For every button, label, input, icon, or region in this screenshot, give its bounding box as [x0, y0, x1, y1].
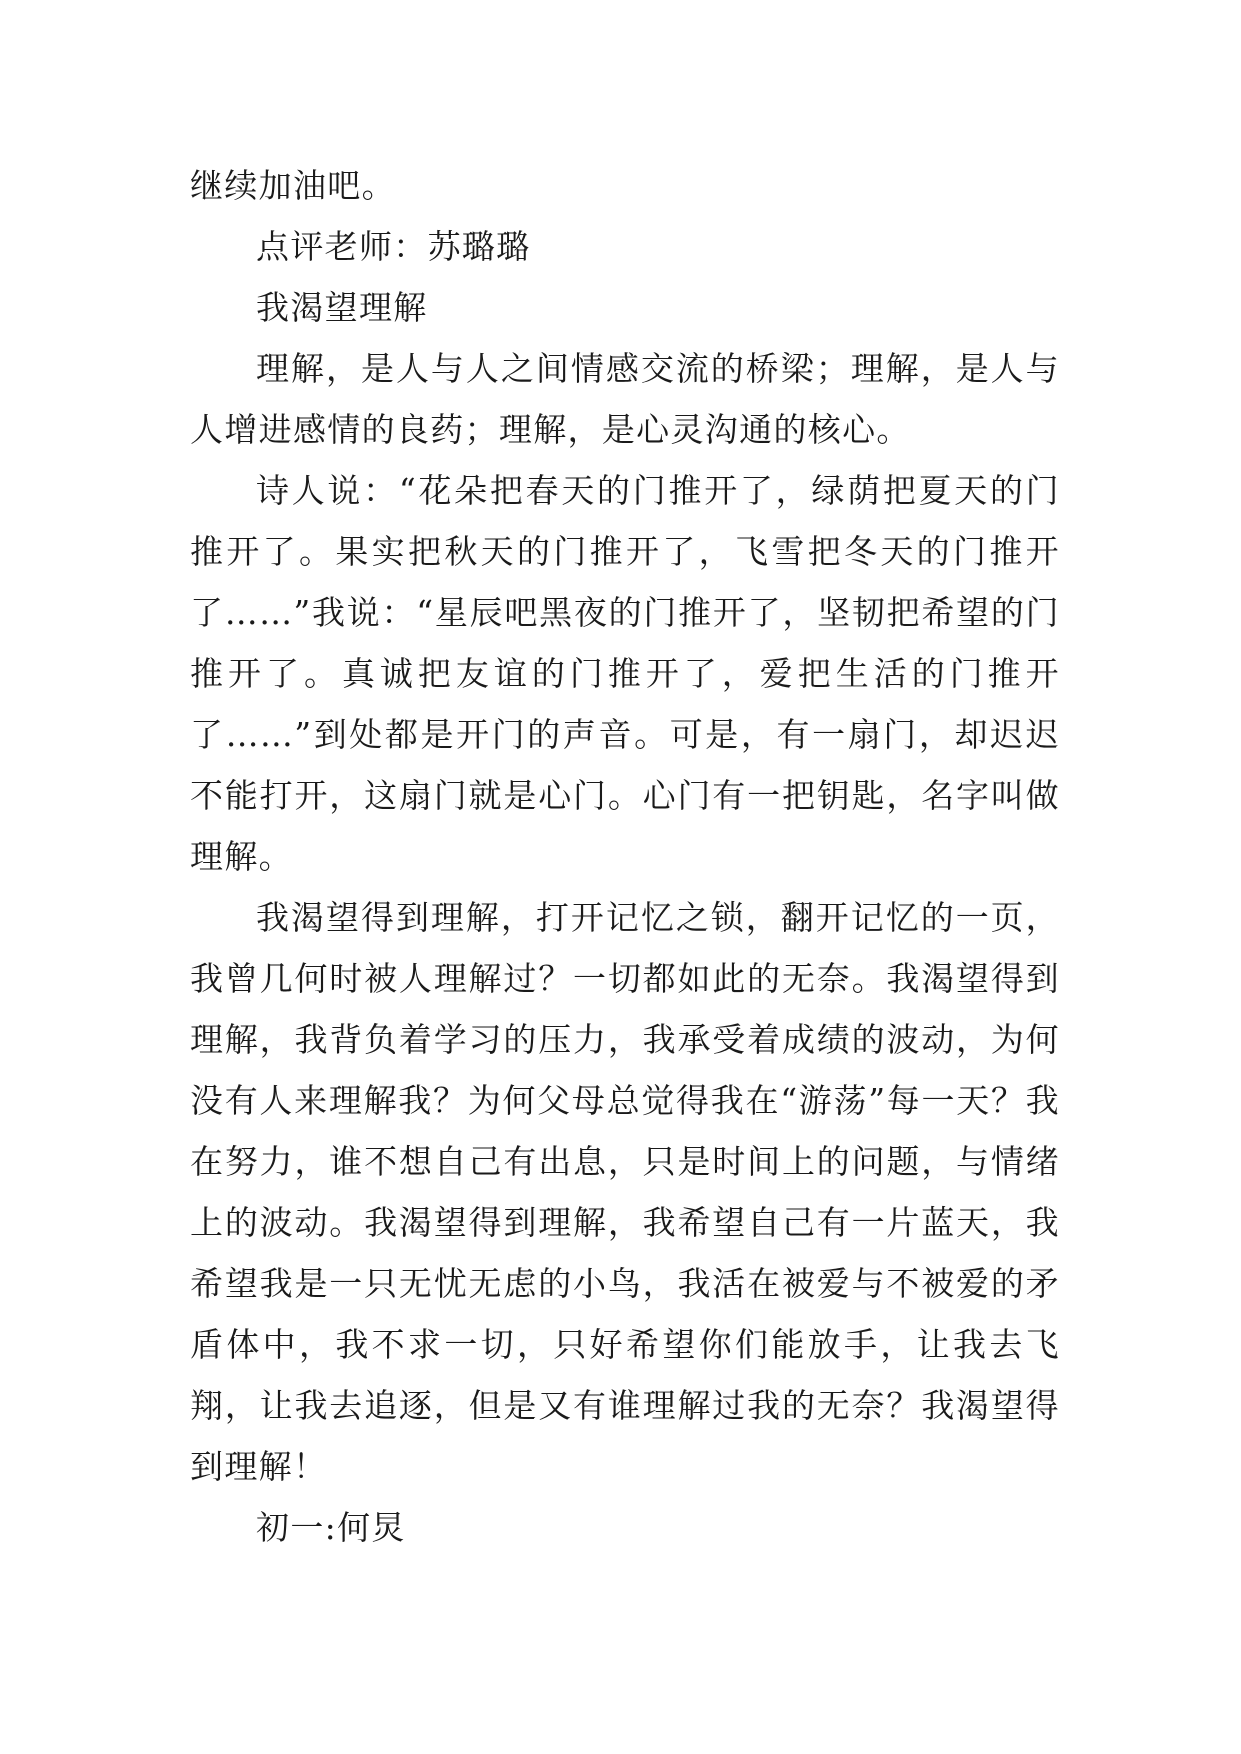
- paragraph-longing: 我渴望得到理解，打开记忆之锁，翻开记忆的一页，我曾几何时被人理解过？一切都如此的无奈。我渴望得到理解，我背负着学习的压力，我承受着成绩的波动，为何没有人来理解我？为何父母总觉得我在“游荡”每一天？我在努力，谁不想自己有出息，只是时间上的问题，与情绪上的波动。我渴望得到理解，我希望自己有一片蓝天，我希望我是一只无忧无虑的小鸟，我活在被爱与不被爱的矛盾体中，我不求一切，只好希望你们能放手，让我去飞翔，让我去追逐，但是又有谁理解过我的无奈？我渴望得到理解！: [190, 898, 1060, 1486]
- essay-title: 我渴望理解: [256, 288, 428, 327]
- author-line: 初一:何炅: [256, 1508, 406, 1547]
- paragraph-poet: 诗人说：“花朵把春天的门推开了，绿荫把夏天的门推开了。果实把秋天的门推开了，飞雪把冬天的门推开了……”我说：“星辰吧黑夜的门推开了，坚韧把希望的门推开了。真诚把友谊的门推开了，爱把生活的门推开了……”到处都是开门的声音。可是，有一扇门，却迟迟不能打开，这扇门就是心门。心门有一把钥匙，名字叫做理解。: [190, 471, 1060, 876]
- reviewer-line: 点评老师：苏璐璐: [256, 227, 531, 266]
- paragraph-closing-line: 继续加油吧。: [190, 166, 396, 205]
- paragraph-intro: 理解，是人与人之间情感交流的桥梁；理解，是人与人增进感情的良药；理解，是心灵沟通的核心。: [190, 349, 1060, 449]
- document-body: [190, 155, 1060, 1558]
